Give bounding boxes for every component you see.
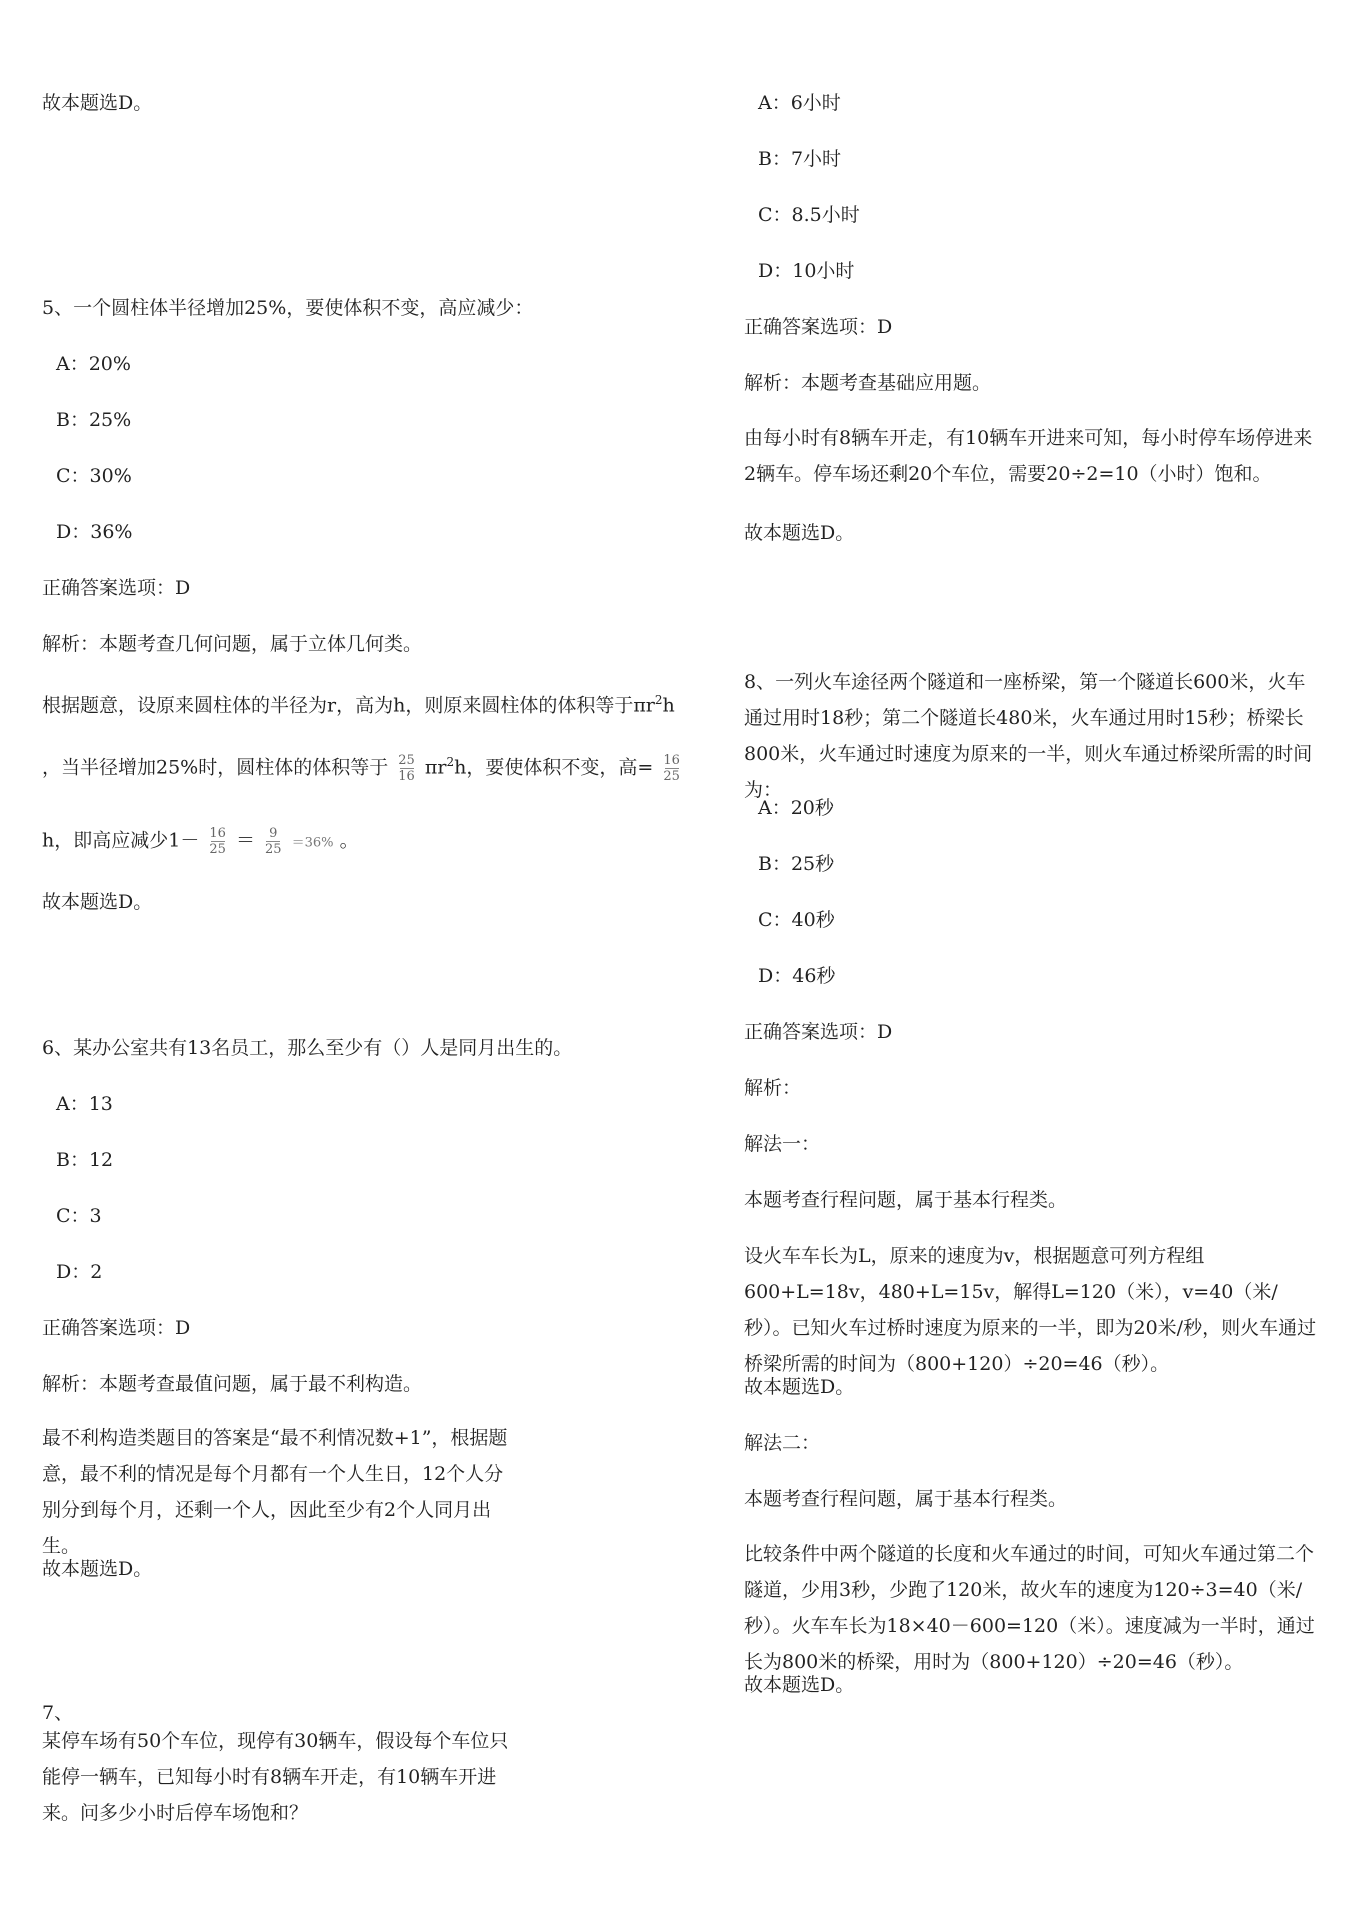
question-5-option-a: A：20% (56, 353, 131, 375)
question-5-solution-line-3: h，即高应减少1－ $\frac{16}{25}$ ＝ $\frac{9}{25}$ ＝36% 。 (42, 826, 359, 857)
question-8-option-b: B：25秒 (758, 853, 835, 875)
fraction-16-25-b: $\frac{16}{25}$ (209, 826, 226, 857)
question-5-option-c: C：30% (56, 465, 132, 487)
question-6-analysis: 解析：本题考查最值问题，属于最不利构造。 (42, 1373, 423, 1395)
question-7-analysis: 解析：本题考查基础应用题。 (744, 372, 992, 394)
conclusion-text: 故本题选D。 (42, 92, 153, 114)
exponent: 2 (654, 693, 663, 707)
fraction-25-16: $\frac{25}{16}$ (398, 752, 415, 784)
question-8-option-c: C：40秒 (758, 909, 835, 931)
question-7-number: 7、 (42, 1702, 74, 1724)
question-7-title: 某停车场有50个车位，现停有30辆车，假设每个车位只能停一辆车，已知每小时有8辆车开走，有10辆车开进来。问多少小时后停车场饱和？ (42, 1730, 509, 1824)
question-7-answer: 正确答案选项：D (744, 316, 893, 338)
question-5-solution-line-1: 根据题意，设原来圆柱体的半径为r，高为h，则原来圆柱体的体积等于$\pi r^2h$ (42, 693, 675, 717)
question-5-answer: 正确答案选项：D (42, 577, 191, 599)
method-2-solution: 比较条件中两个隧道的长度和火车通过的时间，可知火车通过第二个隧道，少用3秒，少跑了120米，故火车的速度为120÷3=40（米/秒）。火车车长为18×40－600=120（米）。速度减为一半时，通过长为800米的桥梁，用时为（800+120）÷20=46（秒）。 (744, 1543, 1315, 1673)
question-5-analysis: 解析：本题考查几何问题，属于立体几何类。 (42, 633, 423, 655)
fraction-9-25: $\frac{9}{25}$ (265, 826, 282, 857)
question-6-solution: 最不利构造类题目的答案是“最不利情况数+1”，根据题意，最不利的情况是每个月都有一个人生日，12个人分别分到每个月，还剩一个人，因此至少有2个人同月出生。 (42, 1427, 508, 1557)
method-1-type: 本题考查行程问题，属于基本行程类。 (744, 1189, 1068, 1211)
question-7-solution: 由每小时有8辆车开走，有10辆车开进来可知，每小时停车场停进来2辆车。停车场还剩20个车位，需要20÷2=10（小时）饱和。 (744, 427, 1313, 485)
method-2-type: 本题考查行程问题，属于基本行程类。 (744, 1488, 1068, 1510)
method-1-heading: 解法一： (744, 1133, 821, 1155)
method-2-conclusion: 故本题选D。 (744, 1674, 855, 1696)
question-5-conclusion: 故本题选D。 (42, 891, 153, 913)
question-7-option-b: B：7小时 (758, 148, 842, 170)
question-8-option-d: D：46秒 (758, 965, 836, 987)
question-7-option-d: D：10小时 (758, 260, 855, 282)
question-6-option-b: B：12 (56, 1149, 114, 1171)
question-5-option-b: B：25% (56, 409, 132, 431)
method-1-conclusion: 故本题选D。 (744, 1376, 855, 1398)
question-6-option-d: D：2 (56, 1261, 103, 1283)
question-8-answer: 正确答案选项：D (744, 1021, 893, 1043)
question-5-option-d: D：36% (56, 521, 133, 543)
method-2-heading: 解法二： (744, 1432, 821, 1454)
question-6-title: 6、某办公室共有13名员工，那么至少有（）人是同月出生的。 (42, 1037, 573, 1059)
question-6-answer: 正确答案选项：D (42, 1317, 191, 1339)
fraction-16-25: $\frac{16}{25}$ (663, 752, 680, 784)
question-8-analysis: 解析： (744, 1077, 802, 1099)
question-6-option-c: C：3 (56, 1205, 102, 1227)
method-1-solution: 设火车车长为L，原来的速度为v，根据题意可列方程组600+L=18v，480+L=15v，解得L=120（米），v=40（米/秒）。已知火车过桥时速度为原来的一半，即为20米/秒，则火车通过桥梁所需的时间为（800+120）÷20=46（秒）。 (744, 1245, 1317, 1375)
question-7-conclusion: 故本题选D。 (744, 522, 855, 544)
question-7-option-a: A：6小时 (758, 92, 841, 114)
question-6-option-a: A：13 (56, 1093, 113, 1115)
question-7-option-c: C：8.5小时 (758, 204, 860, 226)
question-8-option-a: A：20秒 (758, 797, 834, 819)
question-6-conclusion: 故本题选D。 (42, 1558, 153, 1580)
question-5-solution-line-2: ，当半径增加25%时，圆柱体的体积等于 $\frac{25}{16}$ $\pi r^2h$，要使体积不变，高= $\frac{16}{25}$ (42, 752, 680, 784)
question-5-title: 5、一个圆柱体半径增加25%，要使体积不变，高应减少： (42, 297, 534, 319)
question-8-title: 8、一列火车途径两个隧道和一座桥梁，第一个隧道长600米，火车通过用时18秒；第二个隧道长480米，火车通过用时15秒；桥梁长800米，火车通过时速度为原来的一半，则火车通过桥梁所需的时间为： (744, 671, 1313, 801)
